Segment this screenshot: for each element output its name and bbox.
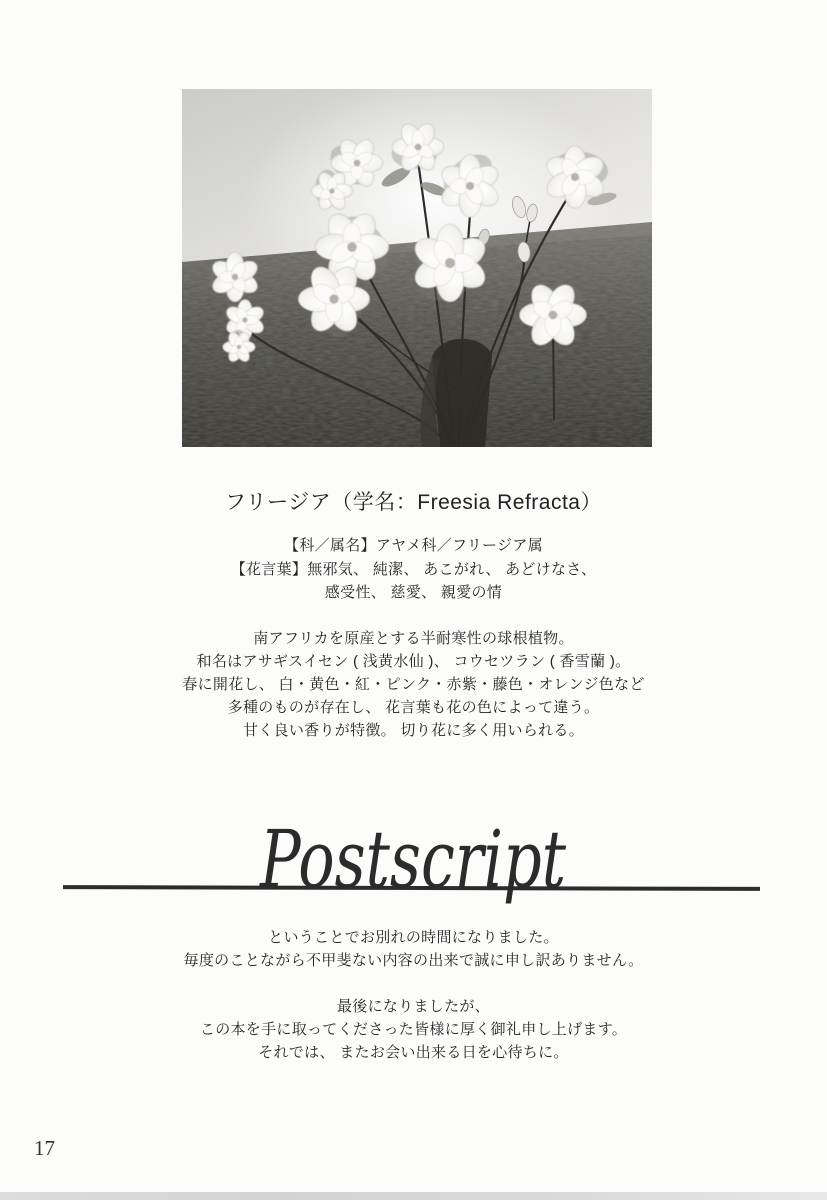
flower-description-line: 多種のものが存在し、 花言葉も花の色によって違う。: [227, 699, 600, 716]
flower-description: [0, 627, 827, 742]
scan-edge-shadow: [0, 1192, 827, 1200]
postscript-line: ということでお別れの時間になりました。: [268, 929, 559, 946]
flower-language-line: 【花言葉】無邪気、 純潔、 あこがれ、 あどけなさ、: [230, 560, 597, 578]
flower-description-line: 春に開花し、 白・黄色・紅・ピンク・赤紫・藤色・オレンジ色など: [182, 676, 645, 693]
postscript-line: 毎度のことながら不甲斐ない内容の出来で誠に申し訳ありません。: [183, 952, 644, 969]
flower-title: フリージア（学名：Freesia Refracta）: [225, 491, 602, 514]
flower-family-line: 【科／属名】アヤメ科／フリージア属: [284, 537, 543, 554]
flower-info-block: [0, 534, 827, 605]
postscript-line: 最後になりましたが、: [336, 998, 490, 1015]
postscript-heading-text: Postscript: [258, 813, 567, 906]
postscript-paragraph-2: [0, 995, 827, 1064]
postscript-line: この本を手に取ってくださった皆様に厚く御礼申し上げます。: [199, 1021, 628, 1038]
flower-description-line: 和名はアサギスイセン ( 浅黄水仙 )、 コウセツラン ( 香雪蘭 )。: [196, 653, 631, 670]
flower-description-line: 甘く良い香りが特徴。 切り花に多く用いられる。: [242, 722, 585, 739]
freesia-photo: [182, 89, 652, 447]
leaf-clump: [432, 339, 492, 447]
postscript-line: それでは、 またお会い出来る日を心待ちに。: [258, 1044, 569, 1061]
flower-language-line-2: 感受性、 慈愛、 親愛の情: [324, 584, 503, 601]
freesia-photo-art: [182, 89, 652, 447]
flower-description-line: 南アフリカを原産とする半耐寒性の球根植物。: [253, 630, 574, 647]
postscript-heading: [178, 812, 648, 922]
page-number: 17: [34, 1136, 55, 1160]
postscript-paragraph-1: [0, 926, 827, 972]
